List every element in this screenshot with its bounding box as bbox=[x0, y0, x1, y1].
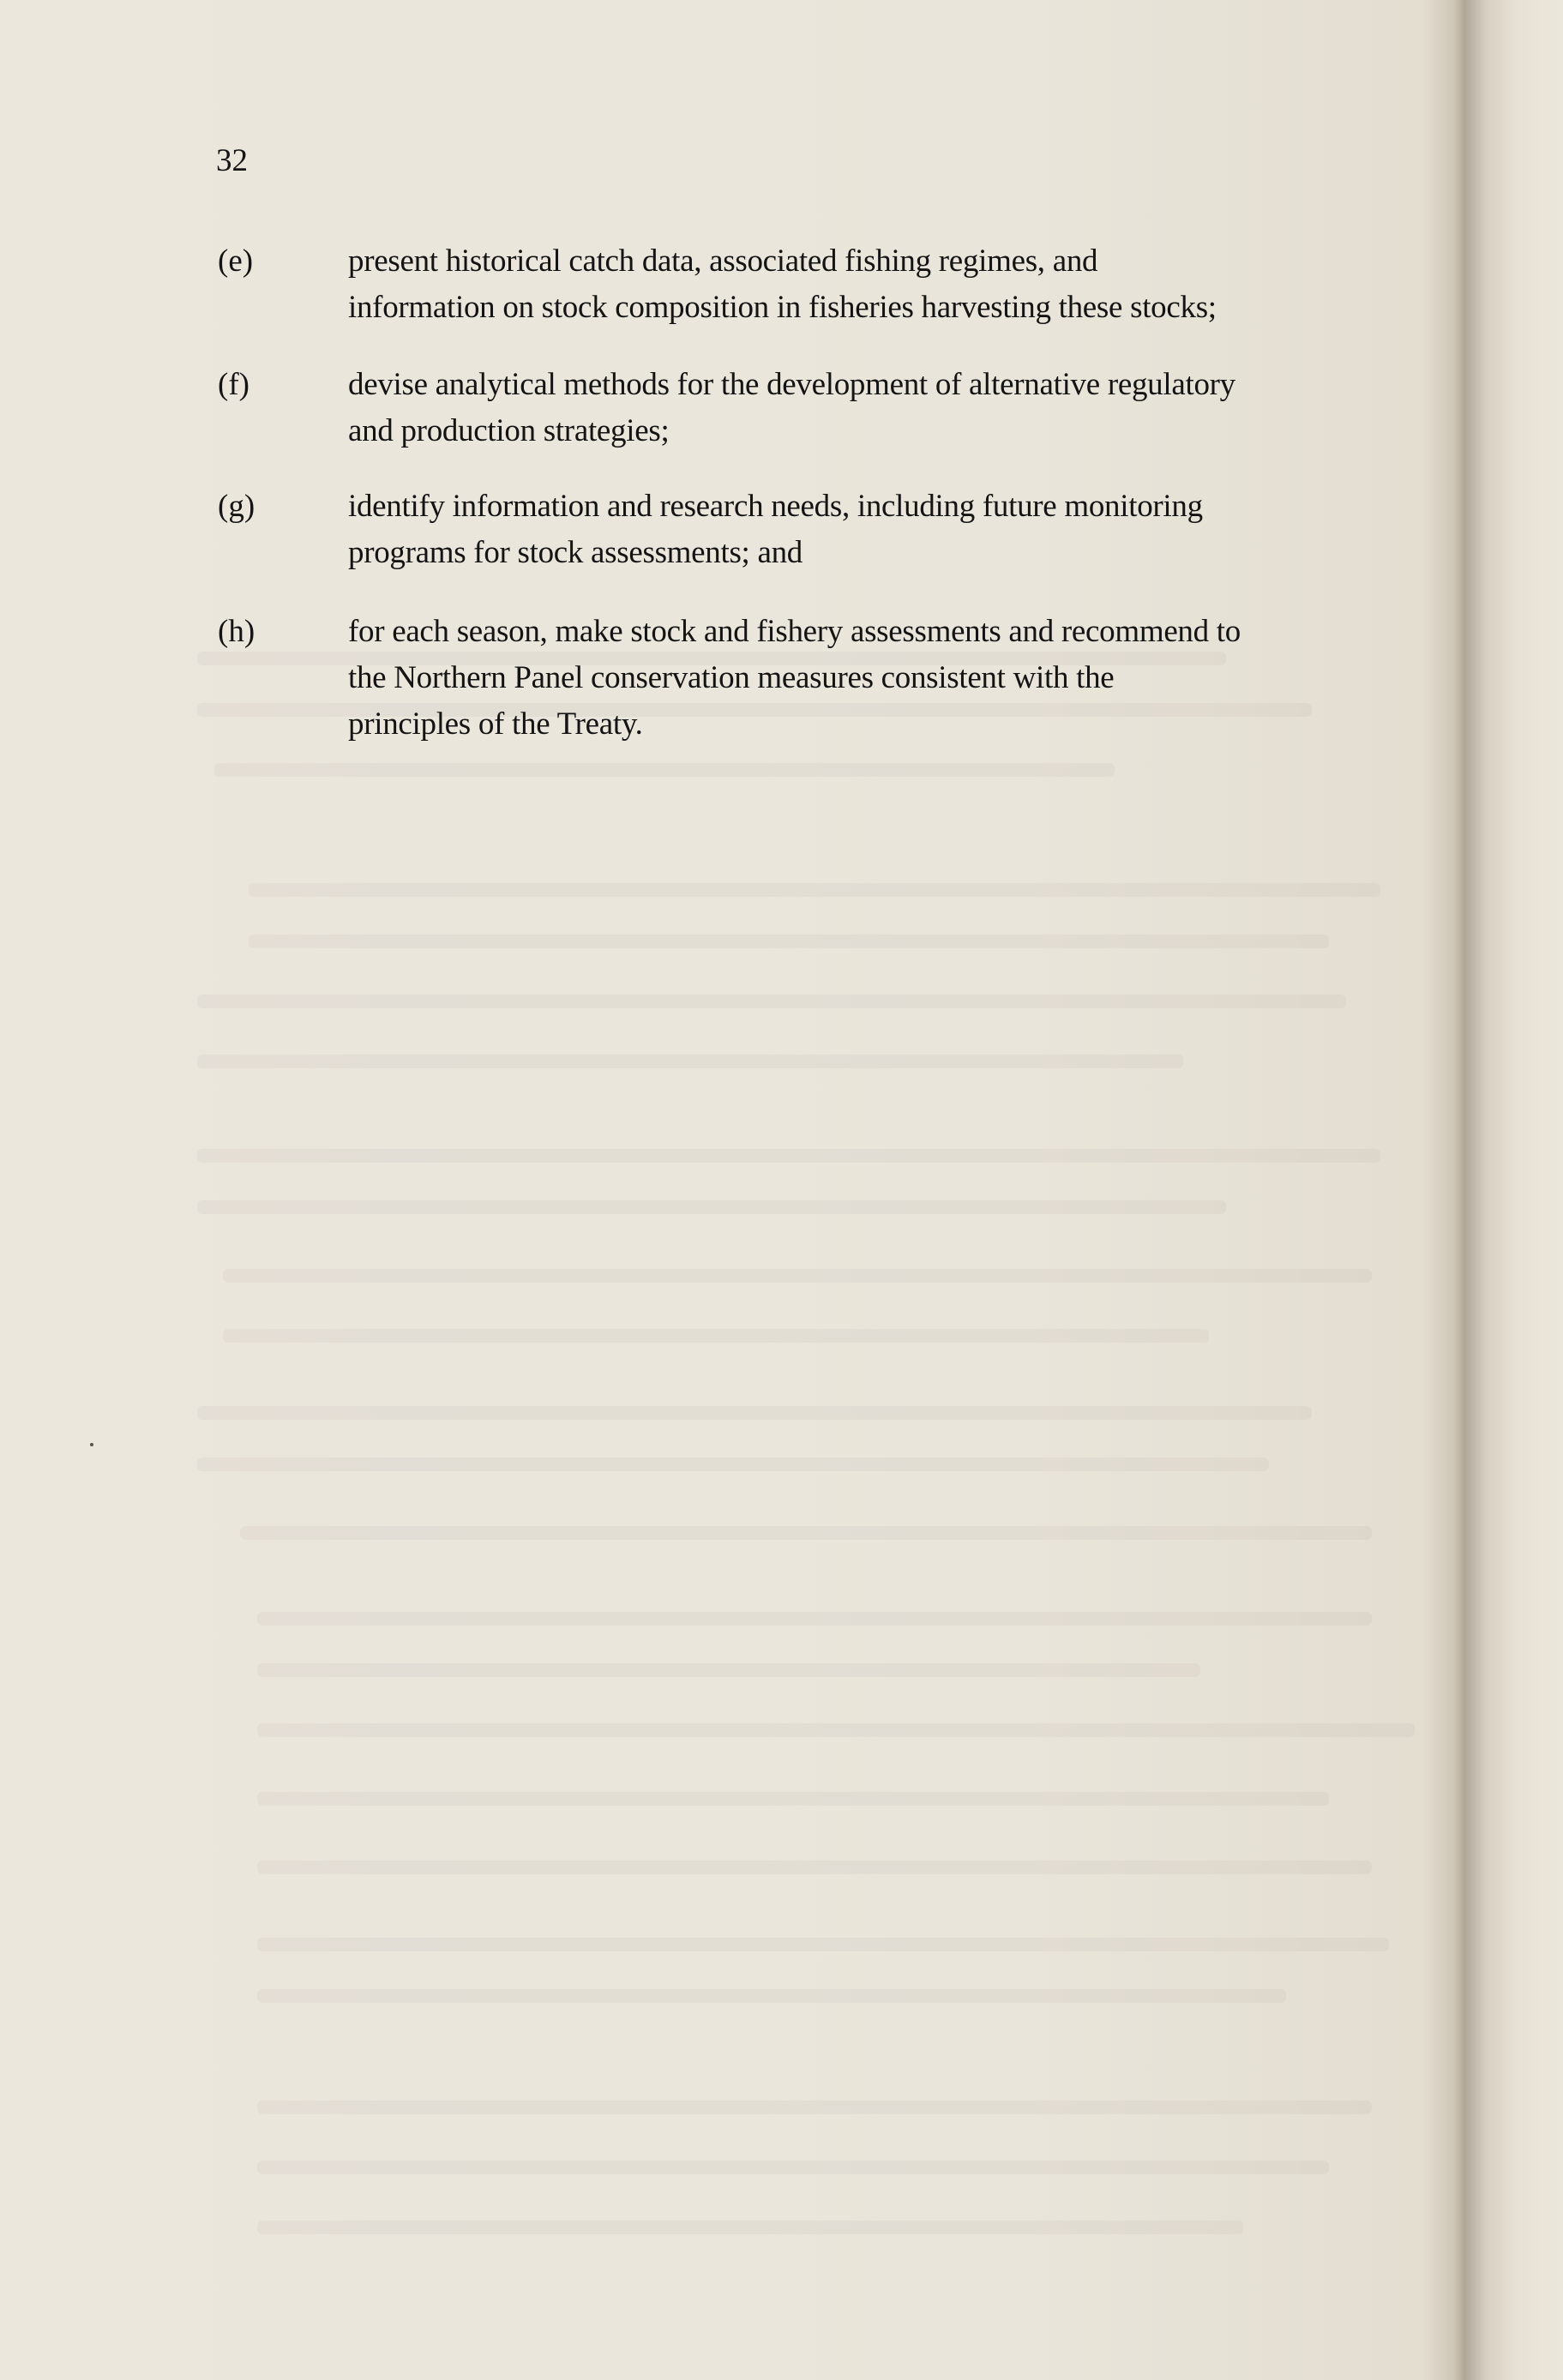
page-number: 32 bbox=[216, 143, 248, 178]
item-text bbox=[348, 484, 1403, 576]
item-text-line: for each season, make stock and fishery assessments and recommend to bbox=[348, 614, 1241, 649]
item-text-line: devise analytical methods for the development of alternative regulatory bbox=[348, 367, 1235, 402]
adjacent-page-edge bbox=[1488, 0, 1563, 2380]
item-text bbox=[348, 609, 1403, 748]
item-text-line: information on stock composition in fisheries harvesting these stocks; bbox=[348, 290, 1217, 325]
paper-speck bbox=[90, 1443, 93, 1446]
binding-gutter-shadow bbox=[1423, 0, 1492, 2380]
item-text-line: identify information and research needs, including future monitoring bbox=[348, 489, 1203, 524]
item-text-line: programs for stock assessments; and bbox=[348, 535, 803, 570]
item-label: (g) bbox=[218, 489, 255, 524]
item-label: (f) bbox=[218, 367, 249, 402]
item-text-line: and production strategies; bbox=[348, 413, 670, 448]
item-text-line: the Northern Panel conservation measures consistent with the bbox=[348, 660, 1115, 695]
item-label: (h) bbox=[218, 614, 255, 649]
item-text bbox=[348, 362, 1403, 454]
item-text bbox=[348, 238, 1403, 331]
item-text-line: present historical catch data, associated fishing regimes, and bbox=[348, 243, 1098, 279]
item-label: (e) bbox=[218, 243, 254, 279]
item-text-line: principles of the Treaty. bbox=[348, 706, 643, 742]
